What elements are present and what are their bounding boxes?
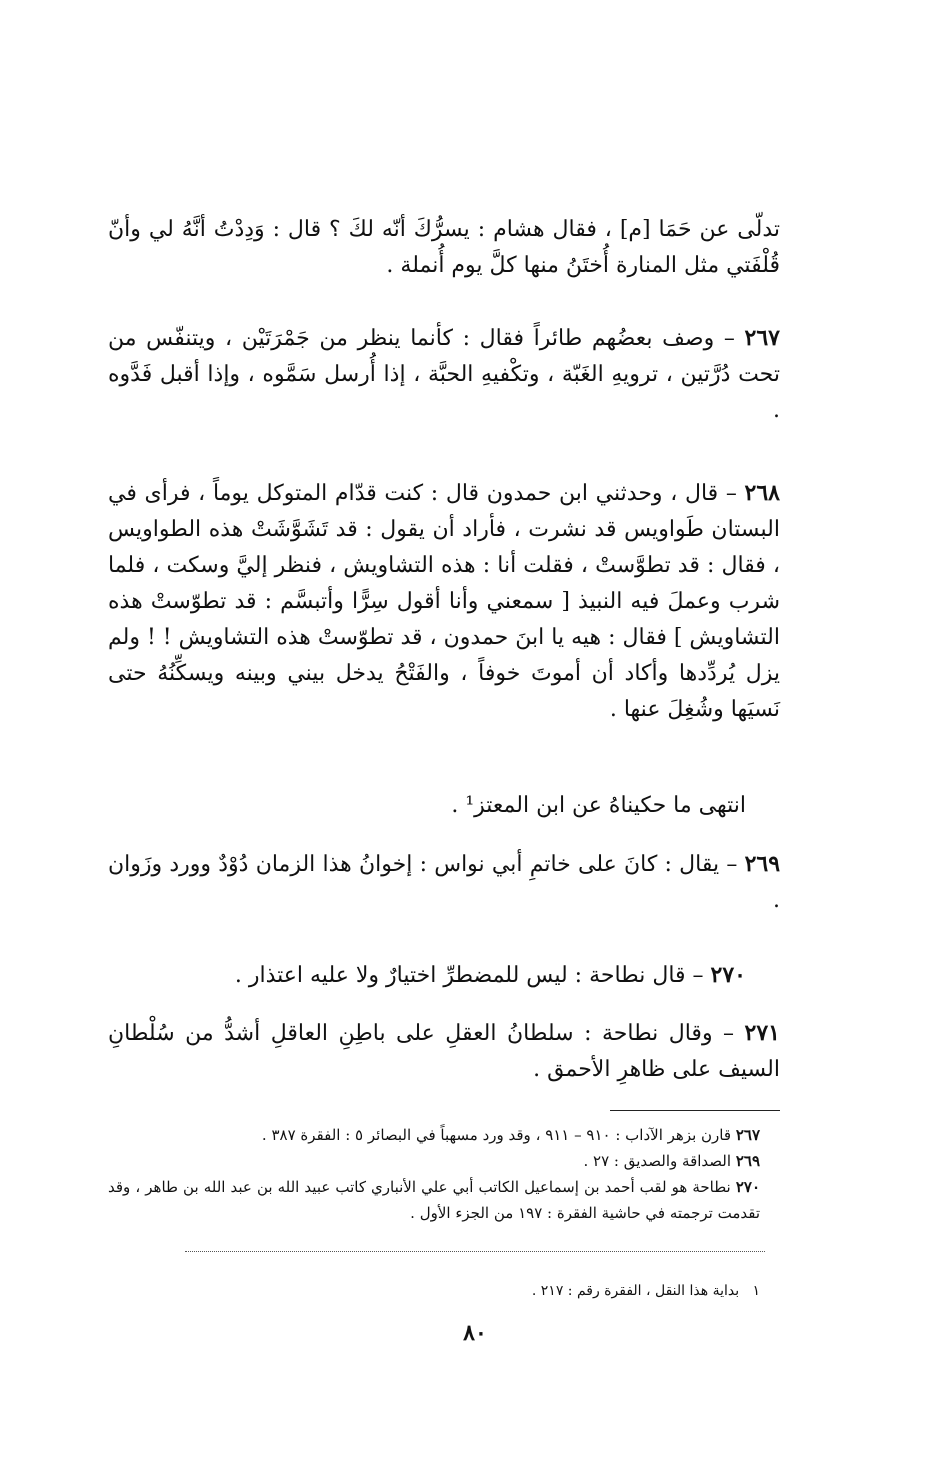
footnote-number: ٢٧٠ [735,1178,760,1196]
paragraph-268-ending [74,788,780,824]
paragraph-271 [108,1015,780,1088]
paragraph-number: ٢٦٧ [744,325,780,351]
footnote-divider [610,1110,780,1111]
footnotes-section [108,1122,760,1226]
paragraph-269-text: – يقال : كانَ على خاتمِ أبي نواس : إخوانُ هذا الزمان دُوْدٌ وورد وزَوان . [108,852,780,913]
footnote-dotted-divider [185,1251,765,1252]
paragraph-number: ٢٧١ [744,1020,780,1046]
page-number: ٨٠ [463,1320,487,1346]
footnote-text: قارن بزهر الآداب : ٩١٠ – ٩١١ ، وقد ورد مسهباً في البصائر ٥ : الفقرة ٣٨٧ . [261,1126,732,1144]
footnote-text: نطاحة هو لقب أحمد بن إسماعيل الكاتب أبي علي الأنباري كاتب عبيد الله بن عبد الله بن طاهر ، وقد تقدمت ترجمته في حاشية الفقرة : ١٩٧ من الجزء الأول . [108,1178,760,1222]
paragraph-268 [108,475,780,728]
paragraph-268-text: – قال ، وحدثني ابن حمدون قال : كنت قدّام المتوكل يوماً ، فرأى في البستان طَواويس قد نشرت ، فأراد أن يقول : قد تَشَوَّشَتْ هذه الطواويس ، فقال : قد تطوَّستْ ، فقلت أنا : هذه التشاويش ، فنظر إليَّ وسكت ، فلما شرب وعملَ فيه النبيذ [ سمعني وأنا أقول سِرًّا وأتبسَّم : قد تطوّستْ هذه التشاويش ] فقال : هيه يا ابنَ حمدون ، قد تطوّستْ هذه التشاويش ! ! ولم يزل يُردِّدها وأكاد أن أموتَ خوفاً ، والفَتْحُ يدخل بيني وبينه ويسكِّنُهُ حتى نَسيَها وشُغِلَ عنها . [108,481,780,722]
footnote-reference-1 [140,1280,760,1302]
paragraph-267 [108,320,780,429]
paragraph-270 [74,957,780,994]
paragraph-269 [108,846,780,919]
paragraph-number: ٢٧٠ [710,962,746,988]
footnote-number: ٢٦٧ [735,1126,760,1144]
paragraph-intro-text: تدلّى عن حَمَا [م] ، فقال هشام : يسرُّكَ أنّه لكَ ؟ قال : وَدِدْتُ أنَّهُ لي وأنّ قُلْفَتي مثل المنارة أُختَنُ منها كلَّ يوم أُنملة . [108,217,780,278]
paragraph-intro [108,212,780,284]
paragraph-number: ٢٦٩ [744,851,781,877]
footnote-item [108,1122,760,1148]
footnote-item [108,1148,760,1174]
footnote-text: بداية هذا النقل ، الفقرة رقم : ٢١٧ . [531,1283,740,1299]
footnote-number: ١ [752,1283,760,1299]
paragraph-number: ٢٦٨ [744,480,780,506]
paragraph-271-text: – وقال نطاحة : سلطانُ العقلِ على باطِنِ العاقلِ أشدُّ من سُلْطانِ السيف على ظاهرِ الأحمق . [108,1021,780,1082]
footnote-item [108,1174,760,1226]
footnote-number: ٢٦٩ [735,1152,760,1170]
paragraph-268-ending-text: انتهى ما حكيناهُ عن ابن المعتز¹ . [451,793,746,818]
paragraph-270-text: – قال نطاحة : ليس للمضطرِّ اختيارٌ ولا عليه اعتذار . [234,963,704,988]
paragraph-267-text: – وصف بعضُهم طائراً فقال : كأنما ينظر من جَمْرَتَيْن ، ويتنفّس من تحت دُرَّتين ، ترويهِ الغَبّة ، وتكْفيهِ الحبَّة ، إذا أُرسل سَمَّوه ، وإذا أقبل فَدَّوه . [108,326,780,423]
footnote-text: الصداقة والصديق : ٢٧ . [583,1152,732,1170]
